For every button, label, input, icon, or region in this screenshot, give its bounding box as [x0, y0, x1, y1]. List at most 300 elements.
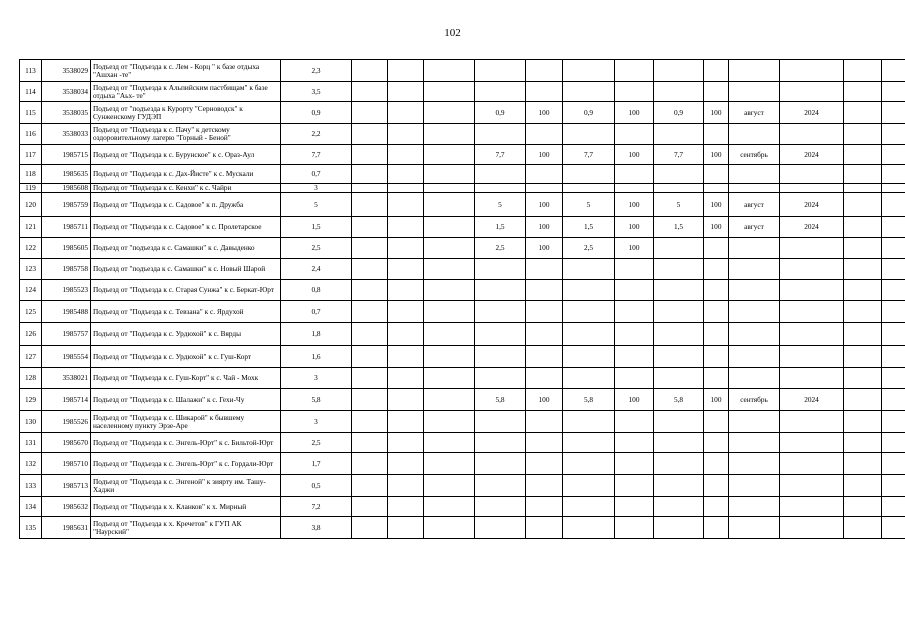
- value-cell: [844, 475, 882, 497]
- value-cell: [352, 193, 388, 217]
- table-row: [20, 301, 905, 323]
- value-cell: [704, 433, 729, 453]
- value-cell: [704, 124, 729, 145]
- value-cell: [352, 323, 388, 346]
- road-name-cell: Подъезд от "Подъезда к х. Кланков" к х. Мирный: [91, 497, 281, 517]
- value-cell: [352, 301, 388, 323]
- road-length-cell: 0,7: [281, 165, 352, 184]
- road-code-cell: 1985608: [42, 184, 91, 193]
- value-cell: [654, 60, 704, 82]
- row-number-cell: 116: [20, 124, 42, 145]
- value-cell: [704, 301, 729, 323]
- value-cell: [882, 82, 905, 102]
- value-cell: [844, 280, 882, 301]
- road-length-cell: 2,5: [281, 433, 352, 453]
- value-cell: [780, 453, 844, 475]
- value-cell: [424, 217, 475, 238]
- value-cell: [475, 411, 526, 433]
- road-name-cell: Подъезд от "Подъезда к с. Садовое" к с. Пролетарское: [91, 217, 281, 238]
- value-cell: [563, 453, 615, 475]
- road-code-cell: 3538029: [42, 60, 91, 82]
- value-cell: 100: [526, 193, 563, 217]
- road-name-cell: Подъезд от "Подъезда к с. Урдюхой" к с. Вярды: [91, 323, 281, 346]
- row-number-cell: 115: [20, 102, 42, 124]
- value-cell: [475, 368, 526, 389]
- table-row: [20, 165, 905, 184]
- road-name-cell: Подъезд от "Подъезда к Альпийским пастбищам" к базе отдыха "Аьх- те": [91, 82, 281, 102]
- value-cell: 5: [475, 193, 526, 217]
- table-row: [20, 280, 905, 301]
- value-cell: [729, 346, 780, 368]
- road-length-cell: 1,7: [281, 453, 352, 475]
- roads-table-body: [20, 60, 905, 539]
- value-cell: [729, 323, 780, 346]
- value-cell: [844, 517, 882, 539]
- value-cell: [882, 217, 905, 238]
- value-cell: 7,7: [563, 145, 615, 165]
- row-number-cell: 113: [20, 60, 42, 82]
- value-cell: 1,5: [654, 217, 704, 238]
- value-cell: [882, 102, 905, 124]
- value-cell: [729, 124, 780, 145]
- value-cell: [615, 301, 654, 323]
- row-number-cell: 126: [20, 323, 42, 346]
- value-cell: [424, 280, 475, 301]
- value-cell: 0,9: [475, 102, 526, 124]
- value-cell: [844, 497, 882, 517]
- road-name-cell: Подъезд от "Подъезда к с. Старая Сунжа" к с. Беркат-Юрт: [91, 280, 281, 301]
- value-cell: [654, 517, 704, 539]
- value-cell: [352, 368, 388, 389]
- value-cell: [654, 453, 704, 475]
- value-cell: [475, 433, 526, 453]
- road-name-cell: Подъезд от "Подъезда к с. Энгеной" к зиярту им. Ташу-Хаджи: [91, 475, 281, 497]
- value-cell: [424, 259, 475, 280]
- value-cell: [424, 145, 475, 165]
- value-cell: [704, 497, 729, 517]
- value-cell: [844, 323, 882, 346]
- value-cell: [704, 517, 729, 539]
- value-cell: [654, 475, 704, 497]
- value-cell: [654, 346, 704, 368]
- value-cell: [475, 323, 526, 346]
- value-cell: [352, 433, 388, 453]
- value-cell: 1,5: [563, 217, 615, 238]
- value-cell: [882, 301, 905, 323]
- value-cell: [563, 124, 615, 145]
- value-cell: [882, 433, 905, 453]
- value-cell: [424, 301, 475, 323]
- value-cell: [563, 323, 615, 346]
- value-cell: 2024: [780, 145, 844, 165]
- value-cell: [780, 411, 844, 433]
- table-row: [20, 60, 905, 82]
- value-cell: 2024: [780, 102, 844, 124]
- value-cell: [526, 411, 563, 433]
- value-cell: [424, 238, 475, 259]
- value-cell: 100: [704, 193, 729, 217]
- road-code-cell: 1985605: [42, 238, 91, 259]
- value-cell: [729, 301, 780, 323]
- road-name-cell: Подъезд от "Подъезда к с. Урдюхой" к с. Гуш-Корт: [91, 346, 281, 368]
- value-cell: [844, 453, 882, 475]
- value-cell: [704, 323, 729, 346]
- value-cell: [844, 82, 882, 102]
- value-cell: [563, 184, 615, 193]
- value-cell: [563, 411, 615, 433]
- value-cell: [388, 165, 424, 184]
- road-name-cell: Подъезд от "Подъезда к с. Дах-Йисте" к с. Мускали: [91, 165, 281, 184]
- road-name-cell: Подъезд от "Подъезда к с. Энгель-Юрт" к с. Гордали-Юрт: [91, 453, 281, 475]
- value-cell: [780, 497, 844, 517]
- value-cell: [475, 82, 526, 102]
- road-code-cell: 1985488: [42, 301, 91, 323]
- value-cell: [388, 184, 424, 193]
- table-row: [20, 184, 905, 193]
- value-cell: [424, 453, 475, 475]
- road-code-cell: 3538035: [42, 102, 91, 124]
- value-cell: [424, 102, 475, 124]
- value-cell: [654, 433, 704, 453]
- value-cell: [654, 184, 704, 193]
- value-cell: август: [729, 193, 780, 217]
- table-row: [20, 389, 905, 411]
- value-cell: [704, 165, 729, 184]
- value-cell: [352, 60, 388, 82]
- value-cell: [388, 389, 424, 411]
- value-cell: 7,7: [654, 145, 704, 165]
- value-cell: [424, 82, 475, 102]
- value-cell: [780, 124, 844, 145]
- value-cell: [475, 124, 526, 145]
- value-cell: [780, 433, 844, 453]
- road-name-cell: Подъезд от "Подъезда к с. Шалажи" к с. Гехи-Чу: [91, 389, 281, 411]
- value-cell: [654, 411, 704, 433]
- table-row: [20, 497, 905, 517]
- value-cell: 100: [615, 145, 654, 165]
- value-cell: [388, 368, 424, 389]
- value-cell: 0,9: [563, 102, 615, 124]
- value-cell: [563, 259, 615, 280]
- road-name-cell: Подъезд от "Подъезда к с. Садовое" к п. Дружба: [91, 193, 281, 217]
- road-name-cell: Подъезд от "Подъезда к с. Пачу" к детскому оздоровительному лагерю "Горный - Беной": [91, 124, 281, 145]
- value-cell: [424, 389, 475, 411]
- value-cell: [882, 497, 905, 517]
- value-cell: [654, 165, 704, 184]
- value-cell: [780, 184, 844, 193]
- road-name-cell: Подъезд от "Подъезда к с. Бурунское" к с. Ораз-Аул: [91, 145, 281, 165]
- value-cell: [729, 517, 780, 539]
- road-length-cell: 5,8: [281, 389, 352, 411]
- value-cell: [526, 323, 563, 346]
- row-number-cell: 114: [20, 82, 42, 102]
- value-cell: [424, 165, 475, 184]
- value-cell: [882, 193, 905, 217]
- value-cell: 2024: [780, 193, 844, 217]
- value-cell: [615, 497, 654, 517]
- value-cell: [424, 497, 475, 517]
- row-number-cell: 120: [20, 193, 42, 217]
- value-cell: [615, 165, 654, 184]
- value-cell: [654, 323, 704, 346]
- value-cell: [526, 301, 563, 323]
- value-cell: [563, 517, 615, 539]
- road-code-cell: 3538021: [42, 368, 91, 389]
- road-length-cell: 3,5: [281, 82, 352, 102]
- value-cell: [526, 280, 563, 301]
- value-cell: [388, 124, 424, 145]
- value-cell: [844, 411, 882, 433]
- value-cell: [424, 124, 475, 145]
- row-number-cell: 128: [20, 368, 42, 389]
- value-cell: [526, 346, 563, 368]
- value-cell: [615, 346, 654, 368]
- value-cell: [424, 346, 475, 368]
- table-row: [20, 323, 905, 346]
- value-cell: [780, 82, 844, 102]
- road-code-cell: 1985713: [42, 475, 91, 497]
- value-cell: [882, 238, 905, 259]
- road-code-cell: 1985758: [42, 259, 91, 280]
- value-cell: 100: [526, 238, 563, 259]
- road-length-cell: 1,6: [281, 346, 352, 368]
- road-name-cell: Подъезд от "подъезда к Курорту "Серноводск" к Сунженскому ГУДЭП: [91, 102, 281, 124]
- row-number-cell: 131: [20, 433, 42, 453]
- value-cell: [475, 259, 526, 280]
- value-cell: август: [729, 102, 780, 124]
- value-cell: [352, 280, 388, 301]
- value-cell: [704, 453, 729, 475]
- road-length-cell: 1,5: [281, 217, 352, 238]
- road-name-cell: Подъезд от "Подъезда к с. Тевзана" к с. Ярдухой: [91, 301, 281, 323]
- value-cell: [424, 475, 475, 497]
- road-code-cell: 1985631: [42, 517, 91, 539]
- value-cell: [780, 368, 844, 389]
- value-cell: [882, 124, 905, 145]
- row-number-cell: 121: [20, 217, 42, 238]
- value-cell: [526, 517, 563, 539]
- road-name-cell: Подъезд от "Подъезда к с. Гуш-Корт" к с. Чай - Мохк: [91, 368, 281, 389]
- table-row: [20, 368, 905, 389]
- value-cell: 5,8: [563, 389, 615, 411]
- value-cell: 2,5: [475, 238, 526, 259]
- road-code-cell: 1985554: [42, 346, 91, 368]
- value-cell: [526, 368, 563, 389]
- value-cell: [352, 411, 388, 433]
- value-cell: [388, 193, 424, 217]
- value-cell: [526, 475, 563, 497]
- value-cell: [352, 124, 388, 145]
- row-number-cell: 117: [20, 145, 42, 165]
- value-cell: [844, 145, 882, 165]
- value-cell: [729, 433, 780, 453]
- value-cell: [882, 411, 905, 433]
- road-length-cell: 0,9: [281, 102, 352, 124]
- value-cell: [704, 82, 729, 102]
- value-cell: [780, 346, 844, 368]
- value-cell: [844, 259, 882, 280]
- road-code-cell: 1985632: [42, 497, 91, 517]
- road-code-cell: 1985759: [42, 193, 91, 217]
- value-cell: [882, 165, 905, 184]
- road-name-cell: Подъезд от "Подъезда к с. Шикарой" к бывшему населенному пункту Эрзе-Аре: [91, 411, 281, 433]
- table-row: [20, 517, 905, 539]
- value-cell: 5: [563, 193, 615, 217]
- value-cell: [615, 82, 654, 102]
- road-name-cell: Подъезд от "Подъезда к с. Лем - Корц " к базе отдыха "Ашхан -те": [91, 60, 281, 82]
- value-cell: [780, 475, 844, 497]
- road-code-cell: 1985710: [42, 453, 91, 475]
- value-cell: [352, 389, 388, 411]
- value-cell: [475, 301, 526, 323]
- road-length-cell: 7,2: [281, 497, 352, 517]
- value-cell: [475, 60, 526, 82]
- value-cell: [526, 60, 563, 82]
- row-number-cell: 129: [20, 389, 42, 411]
- value-cell: [352, 217, 388, 238]
- value-cell: [475, 453, 526, 475]
- table-row: [20, 453, 905, 475]
- row-number-cell: 134: [20, 497, 42, 517]
- value-cell: [388, 346, 424, 368]
- value-cell: [654, 259, 704, 280]
- value-cell: [844, 60, 882, 82]
- table-row: [20, 475, 905, 497]
- value-cell: [563, 165, 615, 184]
- value-cell: [352, 497, 388, 517]
- row-number-cell: 130: [20, 411, 42, 433]
- value-cell: [615, 60, 654, 82]
- value-cell: 100: [704, 145, 729, 165]
- value-cell: [615, 124, 654, 145]
- value-cell: 2024: [780, 389, 844, 411]
- value-cell: [780, 323, 844, 346]
- value-cell: 100: [704, 102, 729, 124]
- value-cell: [882, 389, 905, 411]
- table-row: [20, 124, 905, 145]
- value-cell: сентябрь: [729, 389, 780, 411]
- value-cell: [352, 165, 388, 184]
- value-cell: [729, 453, 780, 475]
- table-row: [20, 145, 905, 165]
- value-cell: [388, 82, 424, 102]
- row-number-cell: 124: [20, 280, 42, 301]
- value-cell: [704, 411, 729, 433]
- table-row: [20, 102, 905, 124]
- table-row: [20, 411, 905, 433]
- value-cell: [352, 475, 388, 497]
- value-cell: [352, 102, 388, 124]
- road-code-cell: 1985526: [42, 411, 91, 433]
- road-code-cell: 1985670: [42, 433, 91, 453]
- value-cell: [729, 411, 780, 433]
- value-cell: 100: [526, 145, 563, 165]
- value-cell: [729, 475, 780, 497]
- value-cell: [526, 453, 563, 475]
- value-cell: [388, 102, 424, 124]
- value-cell: [844, 368, 882, 389]
- road-length-cell: 7,7: [281, 145, 352, 165]
- value-cell: [844, 102, 882, 124]
- value-cell: [844, 193, 882, 217]
- value-cell: [424, 323, 475, 346]
- value-cell: [844, 346, 882, 368]
- value-cell: [388, 60, 424, 82]
- value-cell: [475, 184, 526, 193]
- value-cell: [424, 517, 475, 539]
- value-cell: [424, 60, 475, 82]
- value-cell: 100: [704, 389, 729, 411]
- value-cell: [882, 184, 905, 193]
- value-cell: [882, 368, 905, 389]
- value-cell: [424, 184, 475, 193]
- road-code-cell: 1985715: [42, 145, 91, 165]
- value-cell: [704, 259, 729, 280]
- value-cell: 5: [654, 193, 704, 217]
- row-number-cell: 125: [20, 301, 42, 323]
- value-cell: [704, 346, 729, 368]
- value-cell: [704, 280, 729, 301]
- value-cell: [882, 517, 905, 539]
- road-length-cell: 2,5: [281, 238, 352, 259]
- road-length-cell: 3,8: [281, 517, 352, 539]
- value-cell: [654, 124, 704, 145]
- value-cell: [352, 82, 388, 102]
- value-cell: [882, 323, 905, 346]
- road-length-cell: 3: [281, 368, 352, 389]
- road-length-cell: 5: [281, 193, 352, 217]
- value-cell: [704, 238, 729, 259]
- value-cell: [844, 389, 882, 411]
- value-cell: [563, 280, 615, 301]
- value-cell: [654, 238, 704, 259]
- value-cell: [424, 411, 475, 433]
- road-length-cell: 2,4: [281, 259, 352, 280]
- row-number-cell: 133: [20, 475, 42, 497]
- value-cell: [844, 301, 882, 323]
- value-cell: [526, 82, 563, 102]
- road-length-cell: 2,3: [281, 60, 352, 82]
- value-cell: [780, 280, 844, 301]
- value-cell: [844, 184, 882, 193]
- road-length-cell: 3: [281, 411, 352, 433]
- value-cell: [844, 217, 882, 238]
- value-cell: [615, 280, 654, 301]
- value-cell: [780, 517, 844, 539]
- value-cell: [526, 259, 563, 280]
- table-row: [20, 82, 905, 102]
- value-cell: [654, 301, 704, 323]
- value-cell: 100: [615, 238, 654, 259]
- road-name-cell: Подъезд от "подъезда к с. Самашки" к с. Давыденко: [91, 238, 281, 259]
- value-cell: [780, 238, 844, 259]
- value-cell: [388, 238, 424, 259]
- road-code-cell: 1985635: [42, 165, 91, 184]
- value-cell: [882, 145, 905, 165]
- road-length-cell: 2,2: [281, 124, 352, 145]
- road-code-cell: 3538033: [42, 124, 91, 145]
- value-cell: 5,8: [475, 389, 526, 411]
- value-cell: [780, 259, 844, 280]
- row-number-cell: 127: [20, 346, 42, 368]
- value-cell: 100: [526, 102, 563, 124]
- value-cell: [729, 368, 780, 389]
- page-number: 102: [444, 27, 461, 39]
- value-cell: [388, 433, 424, 453]
- value-cell: [729, 82, 780, 102]
- value-cell: [388, 475, 424, 497]
- road-name-cell: Подъезд от "подъезда к с. Самашки" к с. Новый Шарой: [91, 259, 281, 280]
